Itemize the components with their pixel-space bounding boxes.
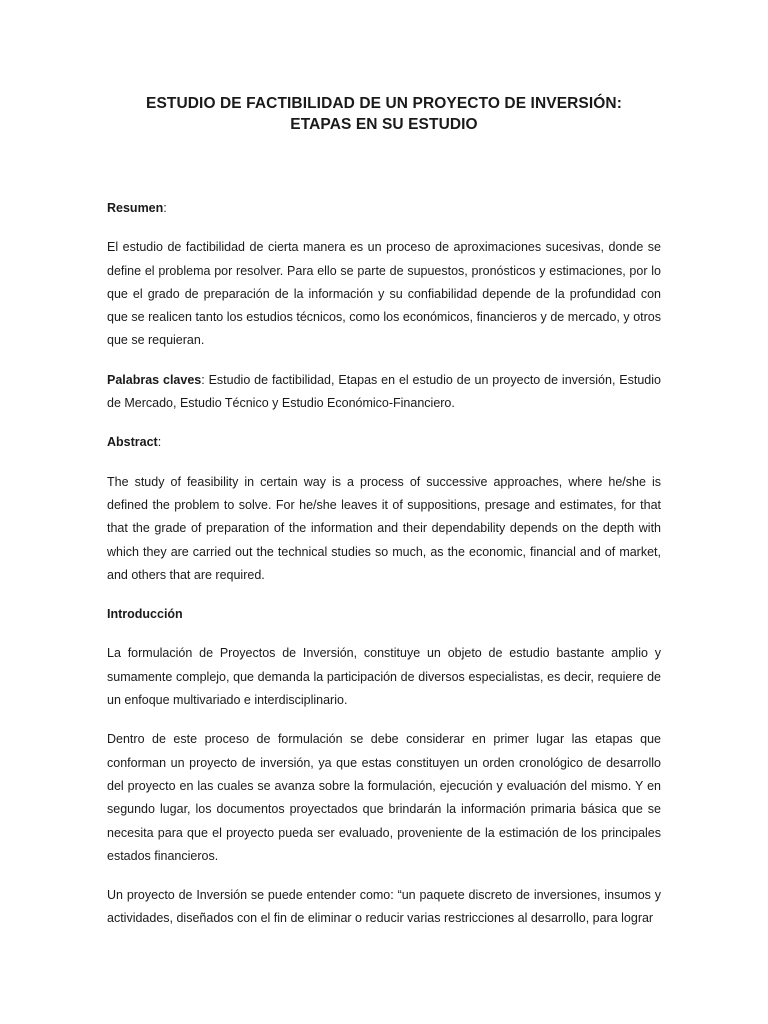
abstract-colon: :	[157, 435, 162, 450]
introduction-label: Introducción	[107, 607, 183, 622]
document-title	[60, 93, 708, 135]
abstract-label: Abstract	[107, 435, 158, 450]
introduction-paragraph-2: Dentro de este proceso de formulación se debe considerar en primer lugar las etapas que conforman un proyecto de inversión, ya que estas constituyen un orden cronológico de desarrollo del proyecto en las cuales se avanza sobre la formulación, ejecución y evaluación del mismo. Y en segundo lugar, los documentos proyectados que brindarán la información primaria básica que se necesita para que el proyecto pueda ser evaluado, proveniente de la estimación de los principales estados financieros.	[107, 732, 661, 863]
document-body	[107, 197, 661, 947]
keywords-text: : Estudio de factibilidad, Etapas en el estudio de un proyecto de inversión, Estudio de Mercado, Estudio Técnico y Estudio Económico-Financiero.	[107, 372, 661, 411]
resumen-label: Resumen	[107, 201, 164, 215]
title-line-2: ETAPAS EN SU ESTUDIO	[290, 116, 478, 133]
resumen-heading	[107, 197, 661, 220]
keywords-label: Palabras claves	[107, 372, 202, 387]
abstract-heading	[107, 431, 661, 454]
keywords-paragraph	[107, 369, 661, 416]
introduction-paragraph-3: Un proyecto de Inversión se puede entender como: “un paquete discreto de inversiones, insumos y actividades, diseñados con el fin de eliminar o reducir varias restricciones al desarrollo, para lograr	[107, 888, 661, 926]
resumen-paragraph: El estudio de factibilidad de cierta manera es un proceso de aproximaciones sucesivas, donde se define el problema por resolver. Para ello se parte de supuestos, pronósticos y estimaciones, por lo que el grado de preparación de la información y su confiabilidad depende de la profundidad con que se realicen tanto los estudios técnicos, como los económicos, financieros y de mercado, y otros que se requieran.	[107, 240, 661, 348]
introduction-paragraph-1: La formulación de Proyectos de Inversión, constituye un objeto de estudio bastante amplio y sumamente complejo, que demanda la participación de diversos especialistas, es decir, requiere de un enfoque multivariado e interdisciplinario.	[107, 646, 661, 708]
title-line-1: ESTUDIO DE FACTIBILIDAD DE UN PROYECTO DE INVERSIÓN:	[146, 95, 622, 112]
introduction-heading	[107, 603, 661, 626]
abstract-paragraph: The study of feasibility in certain way is a process of successive approaches, where he/she is defined the problem to solve. For he/she leaves it of suppositions, presage and estimates, for that that the grade of preparation of the information and their dependability depends on the depth with which they are carried out the technical studies so much, as the economic, financial and of market, and others that are required.	[107, 474, 661, 582]
resumen-colon: :	[163, 201, 167, 215]
